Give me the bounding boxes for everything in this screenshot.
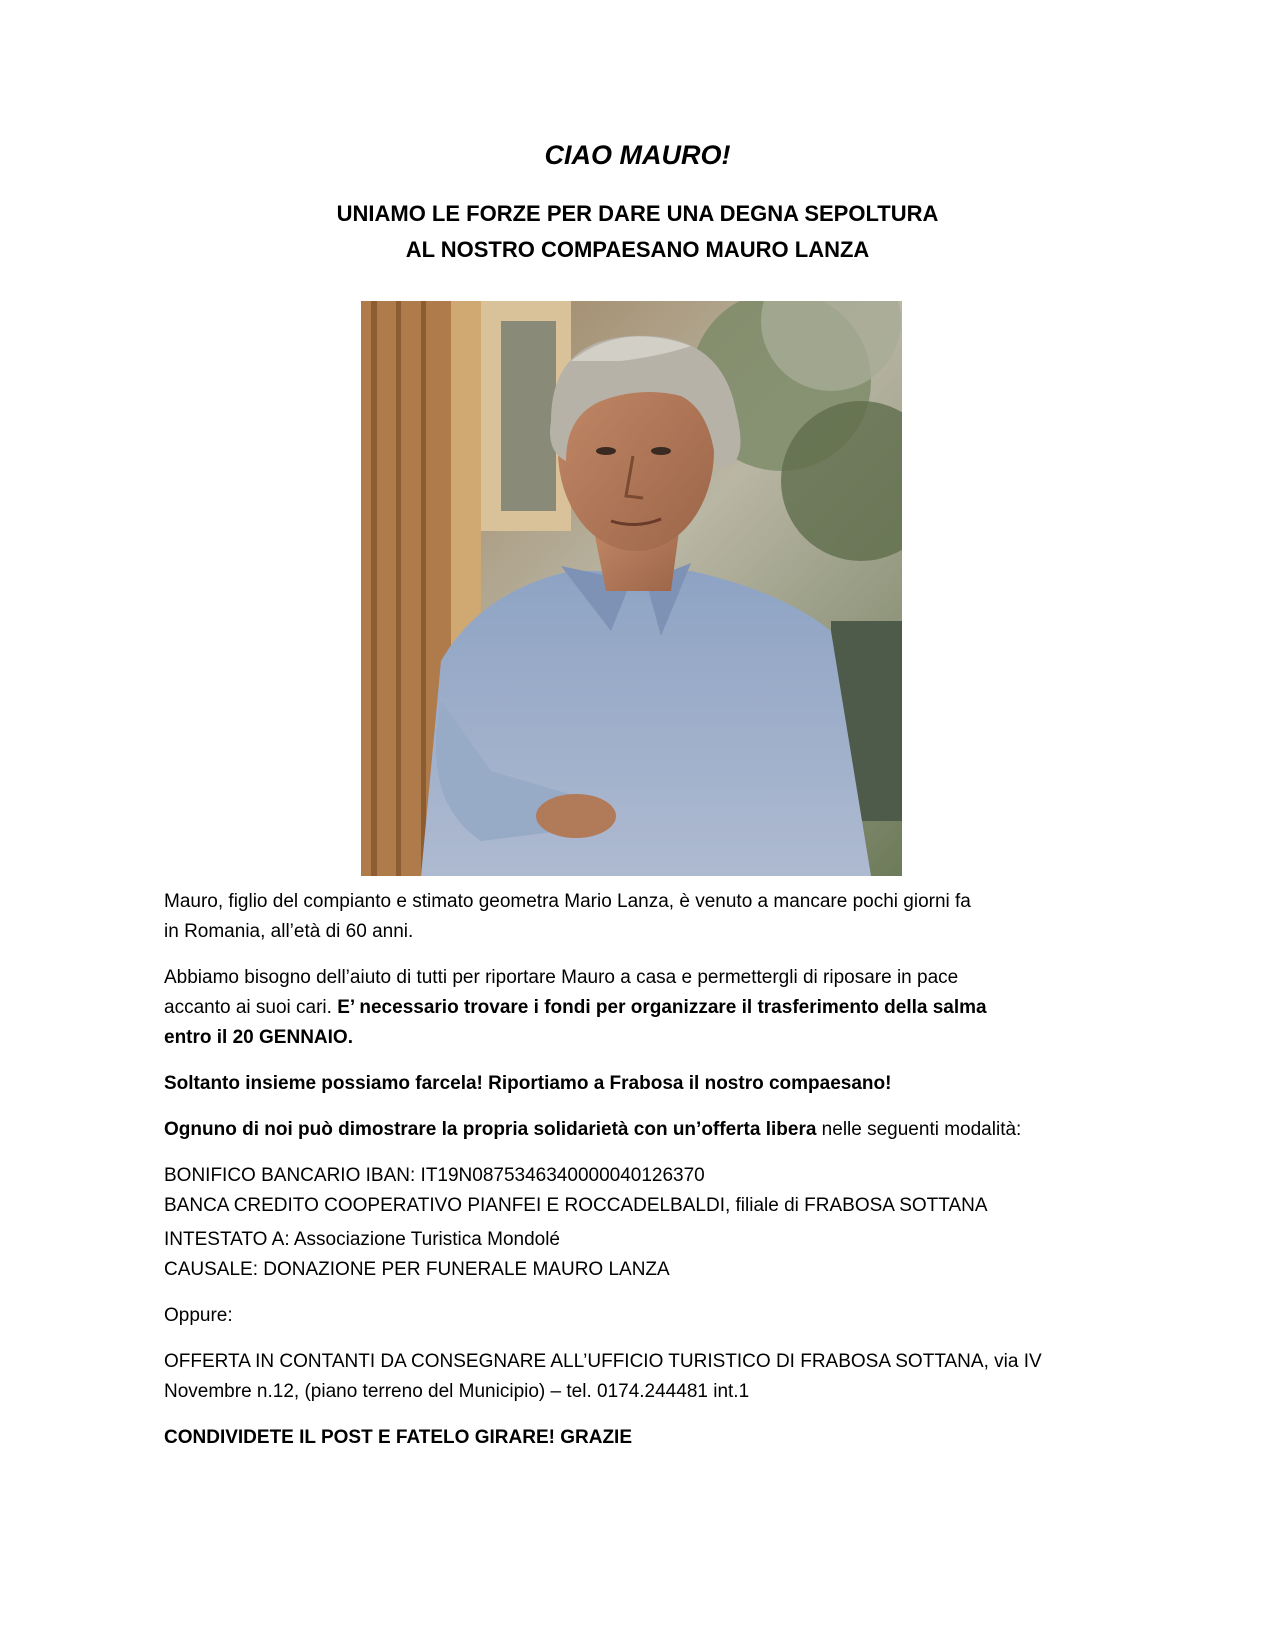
cash-offer <box>164 1347 1124 1407</box>
subtitle-line-1: UNIAMO LE FORZE PER DARE UNA DEGNA SEPOLTURA <box>336 201 939 226</box>
bank-name: BANCA CREDITO COOPERATIVO PIANFEI E ROCCADELBALDI, filiale di FRABOSA SOTTANA <box>164 1195 988 1216</box>
cash-offer-line-2: Novembre n.12, (piano terreno del Municipio) – tel. 0174.244481 int.1 <box>164 1381 750 1402</box>
paragraph-request <box>164 963 1124 1053</box>
portrait-photo <box>361 301 902 876</box>
body-text <box>164 887 1124 1469</box>
paragraph-intro-line-1: Mauro, figlio del compianto e stimato geometra Mario Lanza, è venuto a mancare pochi giorni fa <box>164 891 971 912</box>
paragraph-intro <box>164 887 1124 947</box>
closing-call: CONDIVIDETE IL POST E FATELO GIRARE! GRAZIE <box>164 1427 632 1448</box>
bank-causale: CAUSALE: DONAZIONE PER FUNERALE MAURO LANZA <box>164 1259 670 1280</box>
bank-intestato: INTESTATO A: Associazione Turistica Mondolé <box>164 1229 560 1250</box>
paragraph-request-line-2 <box>164 993 1124 1023</box>
paragraph-together: Soltanto insieme possiamo farcela! Riportiamo a Frabosa il nostro compaesano! <box>164 1073 892 1094</box>
portrait-illustration <box>361 301 902 876</box>
paragraph-offer <box>164 1115 1124 1145</box>
oppure-label: Oppure: <box>164 1305 233 1326</box>
paragraph-offer-normal: nelle seguenti modalità: <box>816 1119 1022 1140</box>
subtitle-line-2: AL NOSTRO COMPAESANO MAURO LANZA <box>405 237 870 262</box>
bank-iban: BONIFICO BANCARIO IBAN: IT19N0875346340000040126370 <box>164 1165 705 1186</box>
paragraph-request-line-2-normal: accanto ai suoi cari. <box>164 997 338 1018</box>
cash-offer-line-1: OFFERTA IN CONTANTI DA CONSEGNARE ALL’UFFICIO TURISTICO DI FRABOSA SOTTANA, via IV <box>164 1351 1042 1372</box>
paragraph-request-line-2-bold: E’ necessario trovare i fondi per organizzare il trasferimento della salma <box>337 997 987 1018</box>
paragraph-request-line-3: entro il 20 GENNAIO. <box>164 1027 353 1048</box>
paragraph-intro-line-2: in Romania, all’età di 60 anni. <box>164 921 414 942</box>
paragraph-request-line-1: Abbiamo bisogno dell’aiuto di tutti per riportare Mauro a casa e permettergli di riposare in pace <box>164 967 959 988</box>
page-title: CIAO MAURO! <box>544 140 731 170</box>
page-subtitle <box>0 196 1275 268</box>
paragraph-offer-bold: Ognuno di noi può dimostrare la propria solidarietà con un’offerta libera <box>164 1119 817 1140</box>
